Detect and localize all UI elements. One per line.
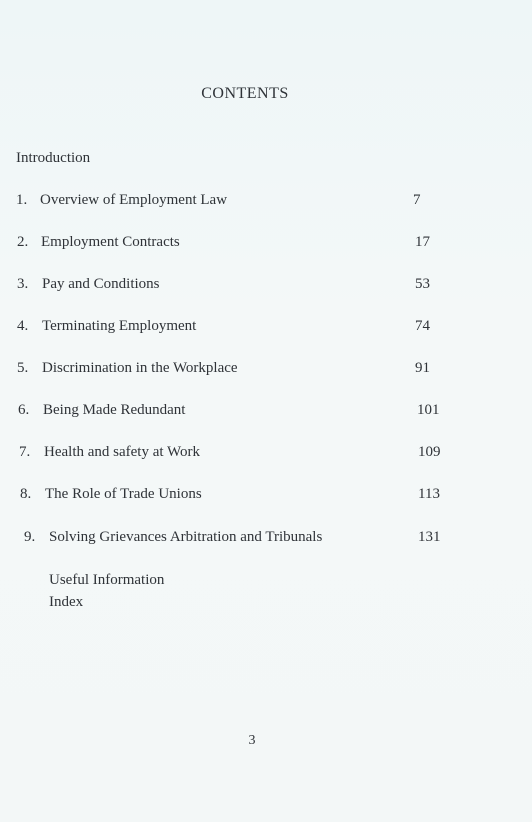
chapter-number: 7.: [19, 444, 31, 460]
chapter-page: 101: [417, 402, 440, 418]
chapter-number: 3.: [17, 276, 29, 292]
page-number: 3: [248, 733, 256, 748]
toc-row: [16, 192, 516, 212]
toc-row: [17, 234, 517, 254]
toc-row: [18, 402, 518, 422]
appendix-index: Index: [49, 594, 84, 610]
contents-heading: CONTENTS: [201, 85, 289, 102]
chapter-page: 131: [418, 529, 441, 545]
chapter-number: 5.: [17, 360, 29, 376]
chapter-number: 2.: [17, 234, 29, 250]
chapter-number: 4.: [17, 318, 29, 334]
toc-row: [17, 276, 517, 296]
chapter-page: 7: [413, 192, 421, 208]
toc-row: [20, 486, 520, 506]
toc-row: [17, 318, 517, 338]
chapter-page: 74: [415, 318, 430, 334]
chapter-number: 1.: [16, 192, 28, 208]
appendix-useful-information: Useful Information: [49, 572, 165, 588]
chapter-title: Health and safety at Work: [44, 444, 200, 460]
chapter-title: The Role of Trade Unions: [45, 486, 202, 502]
chapter-page: 91: [415, 360, 430, 376]
chapter-title: Employment Contracts: [41, 234, 180, 250]
toc-row: [17, 360, 517, 380]
chapter-title: Solving Grievances Arbitration and Tribunals: [49, 529, 323, 545]
chapter-number: 9.: [24, 529, 36, 545]
chapter-title: Discrimination in the Workplace: [42, 360, 238, 376]
chapter-number: 6.: [18, 402, 30, 418]
introduction-entry: Introduction: [16, 150, 91, 166]
chapter-page: 17: [415, 234, 430, 250]
chapter-title: Pay and Conditions: [42, 276, 160, 292]
chapter-title: Being Made Redundant: [43, 402, 186, 418]
toc-row: [24, 529, 524, 549]
chapter-title: Terminating Employment: [42, 318, 197, 334]
chapter-page: 53: [415, 276, 430, 292]
chapter-title: Overview of Employment Law: [40, 192, 228, 208]
chapter-page: 109: [418, 444, 441, 460]
toc-row: [19, 444, 519, 464]
chapter-page: 113: [418, 486, 440, 502]
chapter-number: 8.: [20, 486, 32, 502]
